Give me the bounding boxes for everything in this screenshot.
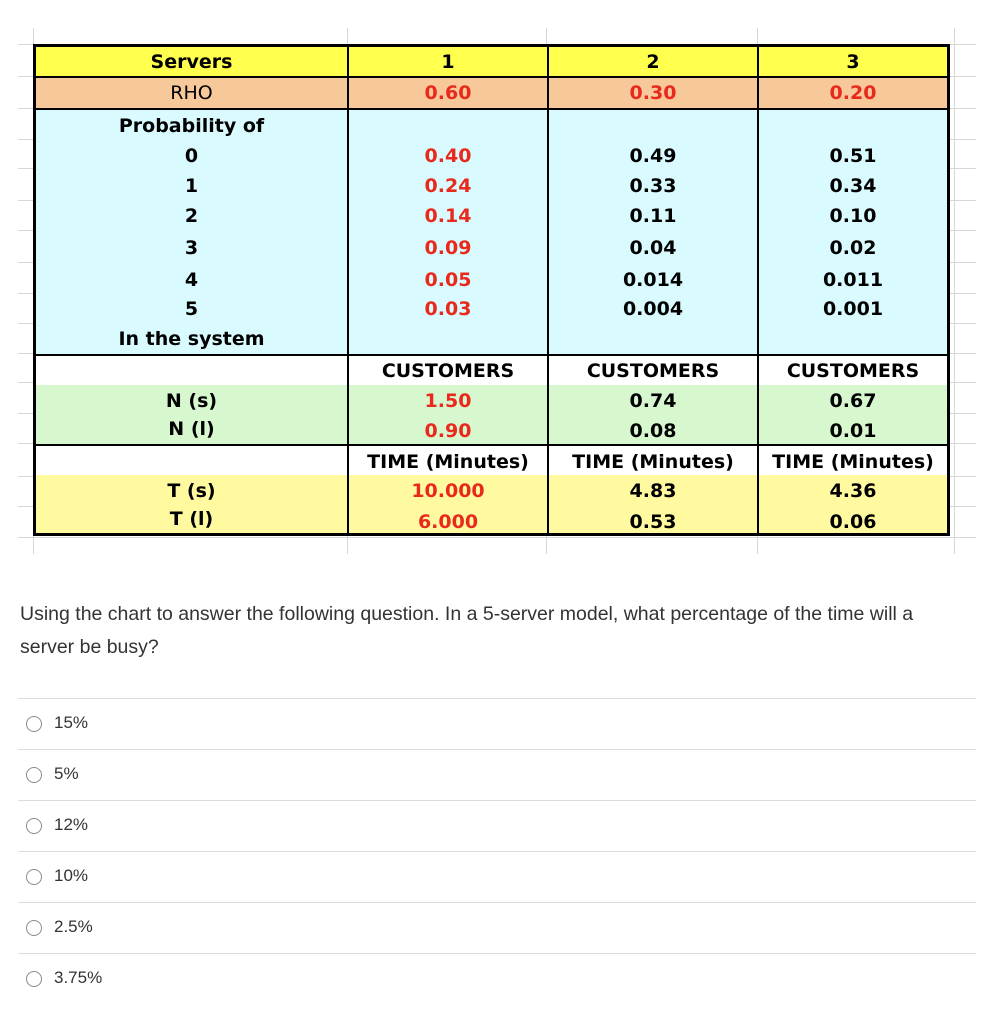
answer-option-label: 12%: [54, 815, 89, 834]
tl-value: 6.000: [417, 511, 479, 533]
nl-value: 0.08: [629, 420, 677, 442]
answer-option[interactable]: [18, 851, 976, 902]
probability-value: 0.09: [424, 237, 472, 259]
time-header: TIME (Minutes): [367, 451, 529, 473]
ns-value: 0.74: [629, 390, 677, 412]
ts-label: T (s): [167, 480, 216, 502]
grid-line: [954, 28, 955, 554]
radio-button[interactable]: [26, 818, 42, 834]
probability-value: 0.001: [822, 298, 884, 320]
probability-value: 0.11: [629, 205, 677, 227]
probability-value: 0.014: [622, 269, 684, 291]
queueing-table: [33, 44, 950, 536]
ts-value: 10.000: [411, 480, 485, 502]
state-label: 1: [184, 175, 199, 197]
state-label: 2: [184, 205, 199, 227]
state-label: 5: [184, 298, 199, 320]
state-label: 0: [184, 145, 199, 167]
ns-value: 0.67: [829, 390, 877, 412]
probability-value: 0.004: [622, 298, 684, 320]
nl-value: 0.90: [424, 420, 472, 442]
answer-option[interactable]: [18, 800, 976, 851]
radio-button[interactable]: [26, 716, 42, 732]
tl-value: 0.06: [829, 511, 877, 533]
probability-value: 0.24: [424, 175, 472, 197]
grid-line: [18, 537, 976, 538]
rho-label: RHO: [170, 82, 213, 104]
server-number: 2: [646, 51, 660, 73]
state-label: 4: [184, 269, 199, 291]
ns-label: N (s): [165, 390, 218, 412]
server-number: 1: [441, 51, 455, 73]
answer-option-label: 15%: [54, 713, 89, 732]
servers-label: Servers: [150, 51, 233, 73]
probability-value: 0.33: [629, 175, 677, 197]
radio-button[interactable]: [26, 767, 42, 783]
nl-label: N (l): [168, 418, 215, 440]
probability-value: 0.04: [629, 237, 677, 259]
probability-label: Probability of: [118, 115, 265, 137]
tl-value: 0.53: [629, 511, 677, 533]
rho-value: 0.20: [829, 82, 877, 104]
server-number: 3: [846, 51, 860, 73]
probability-value: 0.011: [822, 269, 884, 291]
ts-value: 4.36: [829, 480, 877, 502]
question-text: Using the chart to answer the following question. In a 5-server model, what percentage of the time will a server be busy?: [20, 603, 914, 658]
state-label: 3: [184, 237, 199, 259]
probability-value: 0.05: [424, 269, 472, 291]
probability-value: 0.51: [829, 145, 877, 167]
in-system-label: In the system: [118, 328, 265, 350]
time-header: TIME (Minutes): [772, 451, 934, 473]
time-header: TIME (Minutes): [572, 451, 734, 473]
answer-option-label: 10%: [54, 866, 89, 885]
probability-value: 0.03: [424, 298, 472, 320]
answer-options: [18, 698, 976, 1004]
answer-option[interactable]: [18, 953, 976, 1004]
answer-option[interactable]: [18, 902, 976, 953]
probability-value: 0.34: [829, 175, 877, 197]
probability-value: 0.10: [829, 205, 877, 227]
probability-value: 0.40: [424, 145, 472, 167]
tl-label: T (l): [169, 508, 214, 530]
customers-header: CUSTOMERS: [381, 360, 515, 382]
answer-option[interactable]: [18, 698, 976, 749]
answer-option-label: 2.5%: [54, 917, 93, 936]
answer-option[interactable]: [18, 749, 976, 800]
ns-value: 1.50: [424, 390, 472, 412]
ts-value: 4.83: [629, 480, 677, 502]
answer-option-label: 3.75%: [54, 968, 103, 987]
radio-button[interactable]: [26, 920, 42, 936]
answer-option-label: 5%: [54, 764, 79, 783]
rho-value: 0.30: [629, 82, 677, 104]
radio-button[interactable]: [26, 971, 42, 987]
nl-value: 0.01: [829, 420, 877, 442]
row-divider: [36, 108, 947, 110]
radio-button[interactable]: [26, 869, 42, 885]
customers-header: CUSTOMERS: [586, 360, 720, 382]
rho-value: 0.60: [424, 82, 472, 104]
probability-value: 0.14: [424, 205, 472, 227]
customers-header: CUSTOMERS: [786, 360, 920, 382]
probability-value: 0.49: [629, 145, 677, 167]
probability-value: 0.02: [829, 237, 877, 259]
